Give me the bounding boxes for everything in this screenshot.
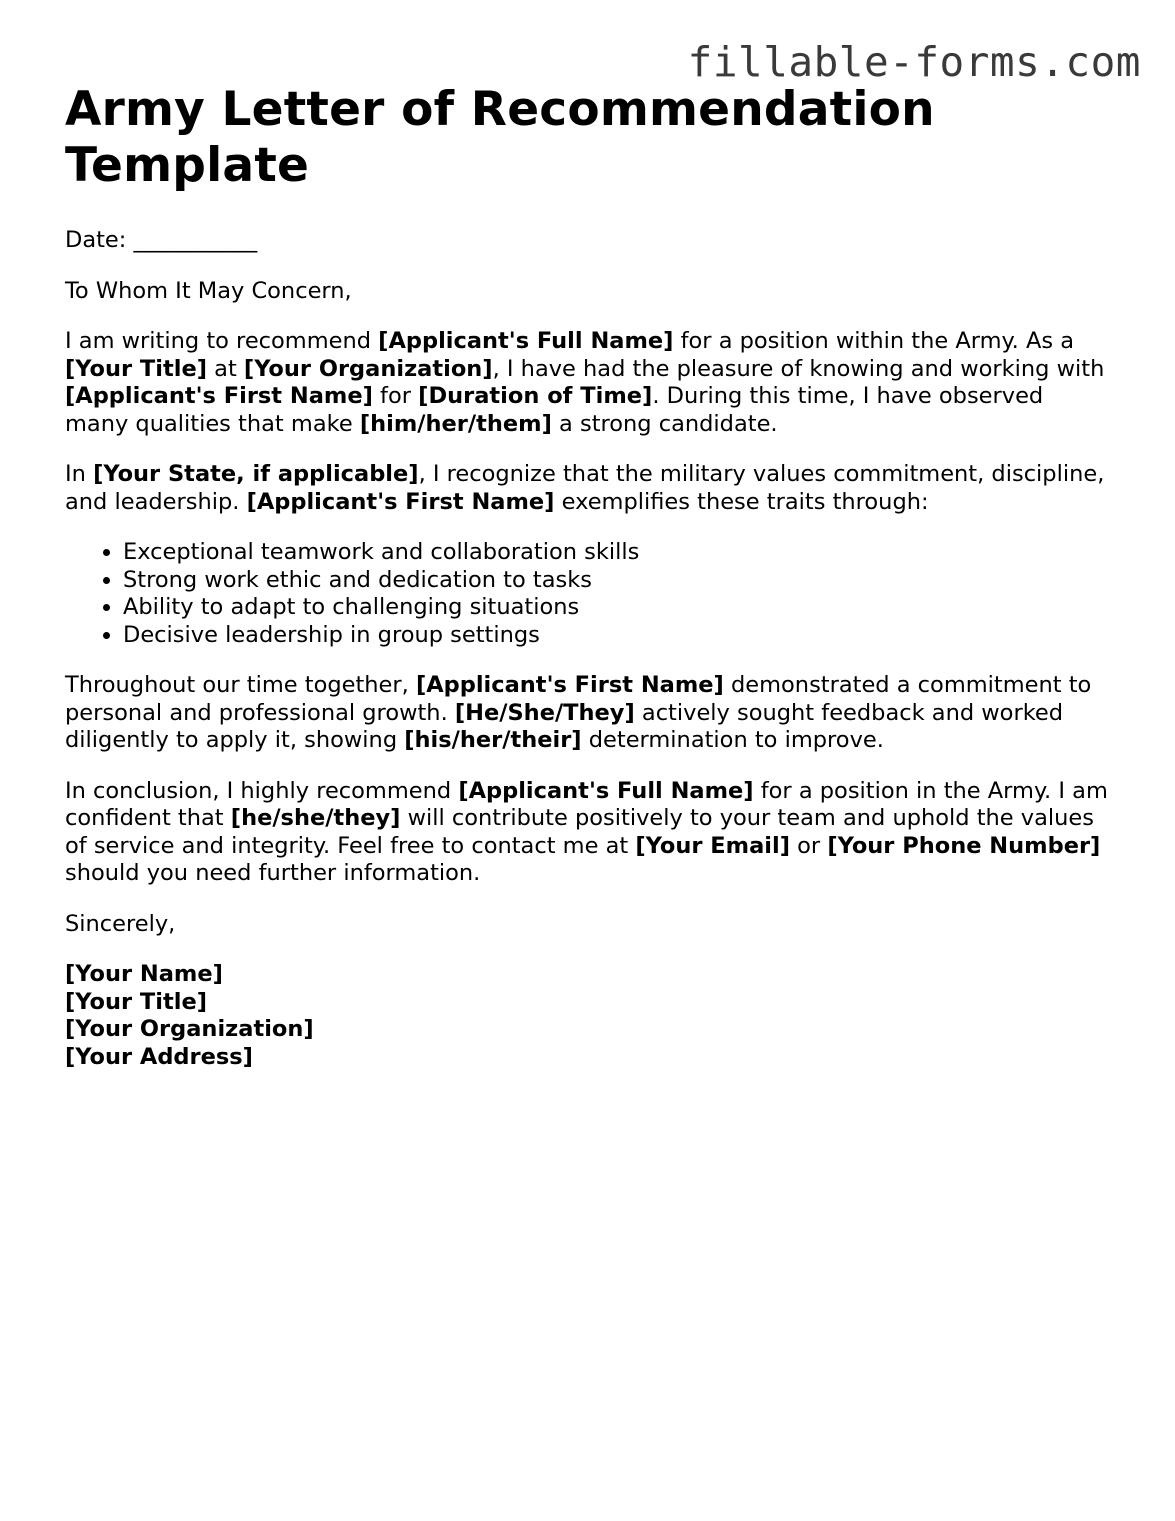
placeholder-your-phone: [Your Phone Number] — [827, 832, 1101, 859]
placeholder-your-title: [Your Title] — [65, 355, 207, 382]
text: for a position in the Army. I am confident that — [65, 777, 1108, 831]
page-title: Army Letter of Recommendation Template — [65, 82, 935, 193]
closing: Sincerely, — [65, 910, 176, 937]
text: actively sought feedback and worked diligently to apply it, showing — [65, 699, 1064, 753]
intro-paragraph — [65, 328, 1110, 438]
list-item: • Ability to adapt to challenging situations — [123, 594, 1110, 622]
placeholder-applicant-first-name: [Applicant's First Name] — [65, 383, 373, 409]
text: Throughout our time together, — [65, 672, 416, 698]
text: for — [372, 383, 419, 409]
text: , I recognize that the military values commitment, discipline, and leadership. — [65, 461, 1105, 515]
text: , I have had the pleasure of knowing and working with — [492, 355, 1105, 382]
placeholder-your-email: [Your Email] — [635, 832, 790, 859]
text: or — [789, 832, 828, 859]
text: for a position within the Army. As a — [673, 328, 1075, 354]
text: at — [207, 355, 244, 382]
text: . During this time, I have observed many qualities that make — [65, 383, 1044, 437]
salutation: To Whom It May Concern, — [65, 277, 352, 304]
site-watermark: fillable-forms.com — [687, 38, 1141, 86]
signature-title: [Your Title] — [65, 988, 207, 1015]
placeholder-duration: [Duration of Time] — [418, 383, 653, 409]
traits-list — [65, 539, 1110, 649]
placeholder-pronoun-subject: [he/she/they] — [230, 805, 401, 831]
values-paragraph — [65, 461, 1110, 516]
text: demonstrated a commitment to personal and professional growth. — [65, 672, 1092, 726]
signature-block — [65, 961, 1110, 1071]
date-line: Date: ___________ — [65, 227, 258, 253]
placeholder-applicant-full-name: [Applicant's Full Name] — [458, 777, 754, 804]
text: In conclusion, I highly recommend — [65, 777, 459, 804]
text: should you need further information. — [65, 860, 481, 886]
letter-document — [65, 82, 1110, 1071]
placeholder-applicant-full-name: [Applicant's Full Name] — [378, 328, 674, 354]
text: will contribute positively to your team and uphold the values of service and integrity. Feel free to contact me at — [65, 805, 1094, 859]
signature-address: [Your Address] — [65, 1043, 253, 1070]
list-item: • Exceptional teamwork and collaboration skills — [123, 539, 1110, 567]
text: determination to improve. — [581, 727, 884, 753]
placeholder-applicant-first-name: [Applicant's First Name] — [415, 672, 724, 698]
conclusion-paragraph — [65, 778, 1110, 888]
placeholder-pronoun: [him/her/them] — [359, 410, 552, 437]
signature-organization: [Your Organization] — [65, 1016, 314, 1042]
text: I am writing to recommend — [65, 328, 379, 354]
placeholder-your-organization: [Your Organization] — [243, 355, 493, 382]
text: exemplifies these traits through: — [554, 488, 929, 515]
list-item: • Decisive leadership in group settings — [123, 622, 1110, 650]
placeholder-your-state: [Your State, if applicable] — [93, 461, 419, 487]
placeholder-pronoun-subject: [He/She/They] — [454, 699, 635, 726]
list-item: • Strong work ethic and dedication to tasks — [123, 567, 1110, 595]
placeholder-pronoun-possessive: [his/her/their] — [404, 727, 582, 753]
text: a strong candidate. — [551, 410, 778, 437]
text: In — [65, 461, 94, 487]
placeholder-applicant-first-name: [Applicant's First Name] — [246, 488, 555, 515]
signature-name: [Your Name] — [65, 961, 223, 987]
growth-paragraph — [65, 672, 1110, 755]
